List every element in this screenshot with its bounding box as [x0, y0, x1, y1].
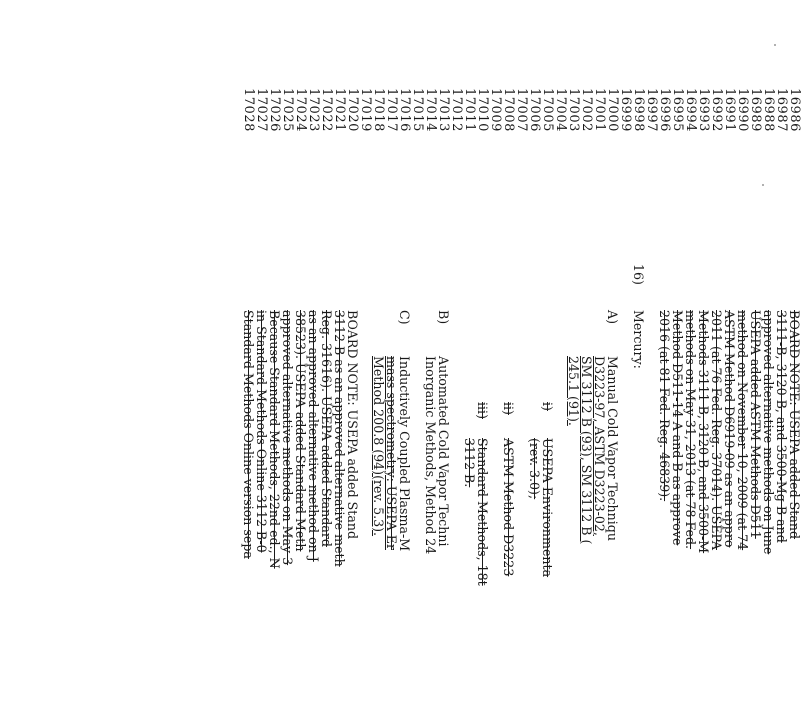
item-a-iii-label: iii): [475, 402, 490, 419]
line-number: 16986: [787, 88, 802, 132]
item-a-label: A): [605, 310, 620, 325]
item-a-ii-line: ASTM Method D3223: [501, 438, 516, 577]
board-note-1-line: 3111-B, 3120 B, and 3500-Mg B and: [774, 310, 789, 543]
board-note-1-line: USEPA added ASTM Methods D511: [748, 310, 763, 539]
line-number: 16990: [735, 88, 750, 132]
item-a-ii-label: ii): [501, 402, 516, 415]
line-number: 17017: [384, 88, 399, 132]
line-number: 16987: [774, 88, 789, 132]
line-number: 16998: [631, 88, 646, 132]
line-number: 16997: [644, 88, 659, 132]
board-note-1-line: ASTM Method D6919-09 as an appro: [722, 310, 737, 548]
line-number: 17028: [241, 88, 256, 132]
line-number: 16996: [657, 88, 672, 132]
line-number: 17002: [579, 88, 594, 132]
line-number: 17023: [306, 88, 321, 132]
line-number: 16991: [722, 88, 737, 132]
line-number: 17027: [254, 88, 269, 132]
line-number: 17011: [462, 88, 477, 132]
line-number: 17000: [605, 88, 620, 132]
line-number: 17022: [319, 88, 334, 132]
item-c-line: mass spectrometry: USEPA Er: [384, 356, 399, 550]
line-number: 17016: [397, 88, 412, 132]
line-number: 16989: [748, 88, 763, 132]
item-a-line: Manual Cold Vapor Techniqu: [605, 356, 620, 541]
board-note-2-line: Because Standard Methods, 22nd ed., N: [267, 310, 282, 569]
line-number: 17006: [527, 88, 542, 132]
line-number: 17003: [566, 88, 581, 132]
board-note-2-line: BOARD NOTE: USEPA added Stand: [345, 310, 360, 540]
line-number: 17019: [358, 88, 373, 132]
board-note-1-line: methods on May 31, 2013 (at 78 Fed.: [683, 310, 698, 550]
line-number: 17001: [592, 88, 607, 132]
line-number: 17013: [436, 88, 451, 132]
board-note-1-line: 2011 (at 76 Fed. Reg. 37014). USEPA: [709, 310, 724, 550]
line-number: 16992: [709, 88, 724, 132]
item-a-i-line: USEPA Environmenta: [540, 438, 555, 578]
item-c-label: C): [397, 310, 412, 325]
line-number: 17010: [475, 88, 490, 132]
item-a-i-label: i): [540, 402, 555, 411]
item-c-line: Method 200.8 (94)(rev. 5.3).: [371, 356, 386, 537]
line-number: 17024: [293, 88, 308, 132]
board-note-2-line: approved alternative methods on May 3: [280, 310, 295, 566]
scan-speck: [774, 44, 776, 46]
scan-speck: [762, 184, 764, 186]
board-note-1-line: 2016 (at 81 Fed. Reg. 46839).: [657, 310, 672, 502]
line-number: 16995: [670, 88, 685, 132]
line-number: 17021: [332, 88, 347, 132]
line-number: 16999: [618, 88, 633, 132]
item-a-iii-line: 3112 B.: [462, 438, 477, 488]
line-number: 16994: [683, 88, 698, 132]
item-b-label: B): [436, 310, 451, 325]
board-note-2-line: 38523). USEPA added Standard Meth: [293, 310, 308, 552]
item-b-line: Automated Cold Vapor Techni: [436, 356, 451, 547]
item-a-iii-line: Standard Methods, 18t: [475, 438, 490, 586]
line-number: 17026: [267, 88, 282, 132]
item-c-line: Inductively Coupled Plasma-M: [397, 356, 412, 552]
board-note-2-line: 3112 B as an approved alternative meth: [332, 310, 347, 567]
line-number: 17025: [280, 88, 295, 132]
board-note-2-line: Reg. 31616). USEPA added Standard: [319, 310, 334, 547]
board-note-2-line: in Standard Methods Online 3112 B-0: [254, 310, 269, 553]
line-number: 17012: [449, 88, 464, 132]
item-a-line: D3223-97, ASTM D3223-02,: [592, 356, 607, 536]
line-number: 17005: [540, 88, 555, 132]
board-note-1-line: approved alternative methods on June: [761, 310, 776, 555]
board-note-2-line: Standard Methods Online version sepa: [241, 310, 256, 559]
item-a-line: 245.1 (91).: [566, 356, 581, 426]
item-b-line: Inorganic Methods, Method 24: [423, 356, 438, 555]
board-note-1-line: BOARD NOTE: USEPA added Stand: [787, 310, 802, 540]
item-a-i-line: (rev. 3.0);: [527, 438, 542, 500]
item-16-title: Mercury:: [631, 310, 646, 369]
line-number: 17014: [423, 88, 438, 132]
board-note-1-line: method on November 10, 2009 (at 74: [735, 310, 750, 551]
line-number: 17009: [488, 88, 503, 132]
line-number: 16993: [696, 88, 711, 132]
line-number: 17018: [371, 88, 386, 132]
line-number: 17020: [345, 88, 360, 132]
line-number: 17007: [514, 88, 529, 132]
line-number: 17004: [553, 88, 568, 132]
line-number: 16988: [761, 88, 776, 132]
item-16-number: 16): [631, 264, 646, 285]
board-note-2-line: as an approved alternative method on J: [306, 310, 321, 562]
line-number: 17015: [410, 88, 425, 132]
line-number: 17008: [501, 88, 516, 132]
item-a-line: SM 3112 B (93), SM 3112 B (: [579, 356, 594, 545]
board-note-1-line: Methods 3111 B, 3120 B, and 3500-M: [696, 310, 711, 554]
board-note-1-line: Method D511-14 A and B as approve: [670, 310, 685, 546]
